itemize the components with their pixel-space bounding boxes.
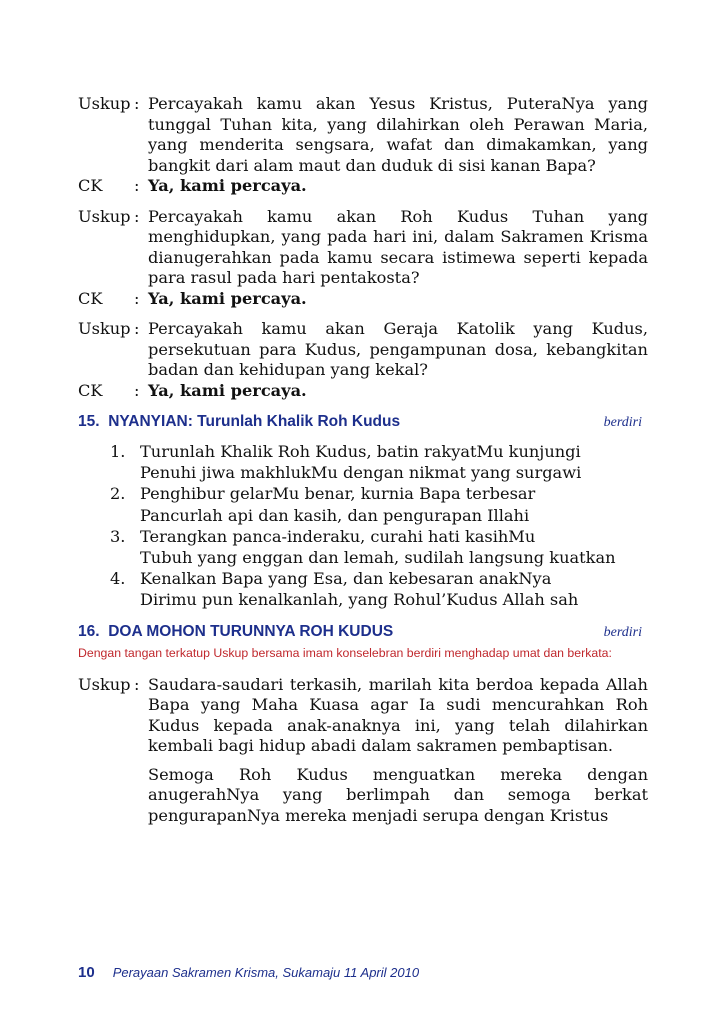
colon: :: [134, 176, 140, 195]
posture-note: berdiri: [603, 415, 642, 430]
page-number: 10: [78, 964, 95, 981]
prayer-text: Semoga Roh Kudus menguatkan mereka dengan anugerahNya yang berlimpah dan semoga berkat pengurapanNya mereka menjadi serupa dengan Kristus: [148, 764, 648, 825]
verse-line: Penuhi jiwa makhlukMu dengan nikmat yang surgawi: [140, 463, 582, 483]
question-text: Percayakah kamu akan Roh Kudus Tuhan yang menghidupkan, yang pada hari ini, dalam Sakramen Krisma dianugerahkan pada kamu secara istimewa seperti kepada para rasul pada hari pentakosta?: [148, 206, 648, 287]
song-verse: [110, 526, 648, 568]
posture-note: berdiri: [603, 624, 642, 640]
song-verse: [110, 483, 648, 525]
verse-line: Penghibur gelarMu benar, kurnia Bapa terbesar: [140, 484, 536, 504]
question-text: Percayakah kamu akan Geraja Katolik yang Kudus, persekutuan para Kudus, pengampunan dosa, kebangkitan badan dan kehidupan yang kekal?: [148, 319, 648, 379]
colon: :: [134, 380, 140, 400]
section-number: 15.: [78, 413, 100, 430]
creed-dialog: [78, 94, 648, 197]
section-title: NYANYIAN: Turunlah Khalik Roh Kudus: [108, 413, 401, 430]
colon: :: [134, 206, 140, 226]
page-footer: [78, 964, 419, 981]
footer-title: Perayaan Sakramen Krisma, Sukamaju 11 April 2010: [112, 965, 420, 980]
speaker-label: CK: [78, 288, 103, 308]
verse-number: 1.: [110, 442, 126, 461]
section-heading: [78, 623, 648, 641]
verse-line: Tubuh yang enggan dan lemah, sudilah langsung kuatkan: [140, 548, 616, 568]
rubric-instruction: Dengan tangan terkatup Uskup bersama imam konselebran berdiri menghadap umat dan berkata:: [78, 645, 612, 660]
section-number: 16.: [78, 622, 100, 640]
verse-line: Turunlah Khalik Roh Kudus, batin rakyatMu kunjungi: [140, 442, 581, 461]
question-text: Percayakah kamu akan Yesus Kristus, PuteraNya yang tunggal Tuhan kita, yang dilahirkan oleh Perawan Maria, yang menderita sengsara, wafat dan dimakamkan, yang bangkit dari alam maut dan duduk di sisi kanan Bapa?: [148, 94, 648, 175]
verse-line: Terangkan panca-inderaku, curahi hati kasihMu: [140, 526, 536, 546]
speaker-label: Uskup: [78, 94, 131, 113]
colon: :: [134, 94, 140, 113]
page-content: [78, 94, 648, 826]
speaker-label: CK: [78, 176, 103, 195]
verse-number: 3.: [110, 526, 126, 546]
song-verse: [110, 568, 648, 610]
speaker-label: Uskup: [78, 319, 131, 338]
colon: :: [134, 674, 140, 694]
song-verse: [110, 441, 648, 483]
verse-number: 2.: [110, 484, 126, 504]
creed-dialog: [78, 207, 648, 310]
response-text: Ya, kami percaya.: [148, 176, 307, 195]
prayer-text: Saudara-saudari terkasih, marilah kita berdoa kepada Allah Bapa yang Maha Kuasa agar Ia sudi mencurahkan Roh Kudus kepada anak-anaknya ini, yang telah dilahirkan kembali bagi hidup abadi dalam sakramen pembaptisan.: [148, 674, 648, 756]
section-title: DOA MOHON TURUNNYA ROH KUDUS: [108, 622, 394, 640]
speaker-label: CK: [78, 380, 103, 400]
speaker-label: Uskup: [78, 206, 131, 226]
section-heading: [78, 413, 648, 431]
song-verses: [78, 441, 648, 611]
speaker-label: Uskup: [78, 674, 131, 694]
verse-line: Kenalkan Bapa yang Esa, dan kebesaran anakNya: [140, 569, 552, 589]
colon: :: [134, 319, 140, 338]
verse-line: Dirimu pun kenalkanlah, yang Rohul’Kudus Allah sah: [140, 590, 579, 610]
response-text: Ya, kami percaya.: [148, 380, 307, 400]
verse-line: Pancurlah api dan kasih, dan pengurapan Illahi: [140, 505, 530, 525]
creed-dialog: [78, 319, 648, 401]
colon: :: [134, 288, 140, 308]
response-text: Ya, kami percaya.: [148, 288, 307, 308]
verse-number: 4.: [110, 569, 126, 589]
prayer-dialog: [78, 675, 648, 827]
